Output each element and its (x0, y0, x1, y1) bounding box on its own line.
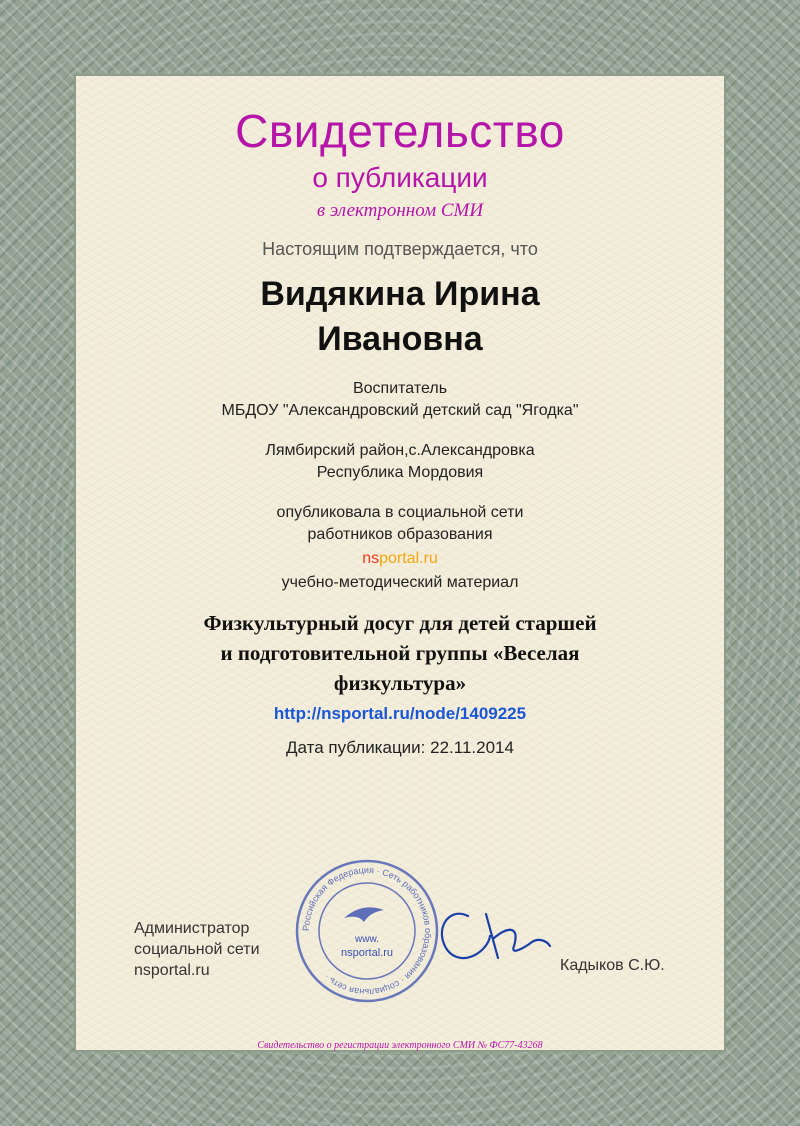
confirm-text: Настоящим подтверждается, что (262, 239, 538, 259)
work-title-line1: Физкультурный досуг для детей старшей (203, 611, 597, 635)
recipient-location (76, 440, 724, 484)
admin-line1: Администратор (134, 920, 250, 937)
recipient-name-line2: Ивановна (317, 320, 483, 358)
stamp-site-line2: nsportal.ru (341, 947, 393, 959)
stamp-site-line1: www. (355, 934, 379, 945)
administrator-block (134, 918, 260, 981)
organization-name: МБДОУ "Александровский детский сад "Ягодка" (221, 402, 579, 419)
director-name: Кадыков С.Ю. (560, 957, 665, 974)
official-stamp (292, 856, 442, 1006)
media-type: в электронном СМИ (316, 200, 484, 221)
recipient-name (76, 272, 724, 362)
location-line2: Республика Мордовия (316, 464, 484, 481)
site-name-part1: ns (362, 550, 380, 567)
admin-line3: nsportal.ru (134, 962, 210, 979)
signature-icon (428, 896, 568, 976)
stamp-logo-icon (344, 907, 384, 922)
location-line1: Лямбирский район,с.Александровка (265, 442, 535, 459)
site-name-part2: portal.ru (379, 550, 438, 567)
publication-date: Дата публикации: 22.11.2014 (286, 738, 514, 757)
material-type: учебно-методический материал (281, 574, 519, 591)
work-title (76, 608, 724, 698)
svg-text:Российская Федерация · Сеть ра (301, 865, 433, 997)
certificate-subtitle: о публикации (312, 162, 488, 193)
certificate-title: Свидетельство (235, 105, 565, 157)
site-name (76, 548, 724, 570)
recipient-position (76, 378, 724, 422)
work-title-line2: и подготовительной группы «Веселая (220, 641, 580, 665)
published-text (76, 502, 724, 546)
publication-link[interactable]: http://nsportal.ru/node/1409225 (273, 704, 527, 723)
stamp-ring-text: Российская Федерация · Сеть работников образования · социальная сеть · (300, 864, 434, 998)
published-line2: работников образования (307, 526, 493, 543)
registration-text: Свидетельство о регистрации электронного СМИ № ФС77-43268 (257, 1040, 543, 1051)
position-title: Воспитатель (352, 380, 448, 397)
work-title-line3: физкультура» (333, 671, 467, 695)
certificate-body (76, 76, 724, 1050)
published-line1: опубликовала в социальной сети (276, 504, 524, 521)
recipient-name-line1: Видякина Ирина (260, 275, 540, 313)
admin-line2: социальной сети (134, 941, 260, 958)
